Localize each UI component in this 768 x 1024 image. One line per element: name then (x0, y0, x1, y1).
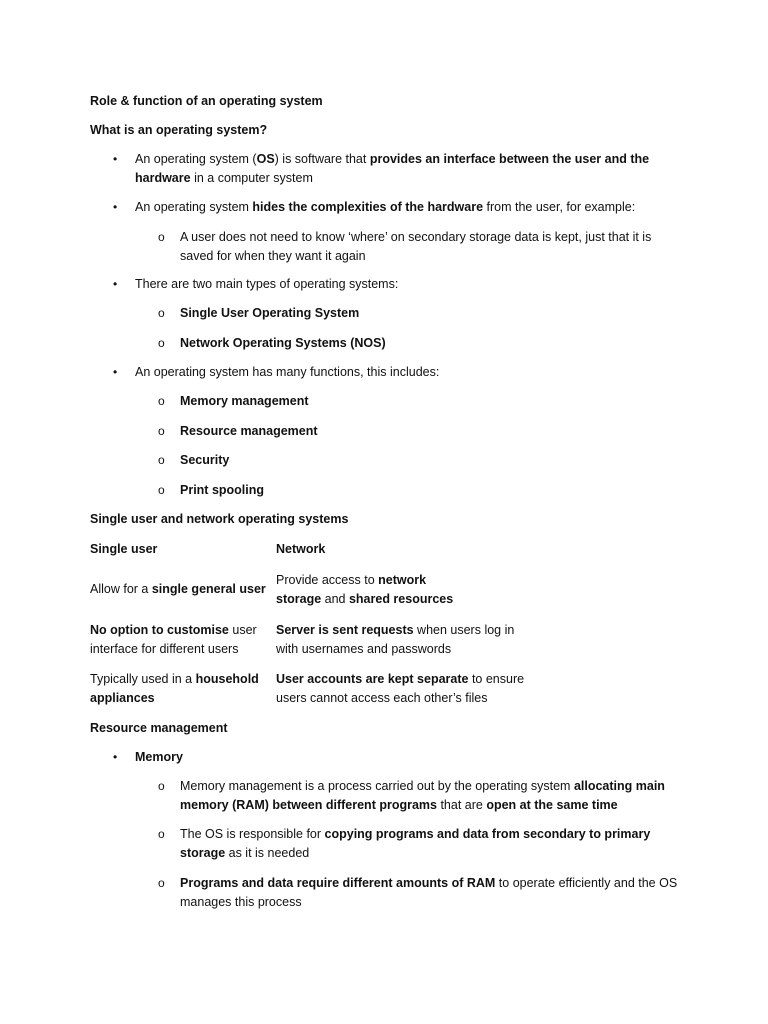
bullet-many-functions: An operating system has many functions, this includes: (135, 365, 440, 379)
sub-bullet-single-user-os: Single User Operating System (180, 306, 360, 320)
sub-bullet-print-spooling: Print spooling (180, 483, 265, 497)
bullet-marker: • (113, 200, 118, 214)
table-header-single-user: Single user (90, 542, 158, 556)
heading-single-vs-network: Single user and network operating systems (90, 512, 349, 526)
table-cell-single-general-user: Allow for a single general user (90, 582, 266, 596)
table-cell-no-customise: No option to customise user interface for different users (90, 623, 257, 656)
sub-bullet-marker: o (158, 779, 165, 793)
sub-bullet-security: Security (180, 453, 230, 467)
bullet-memory: Memory (135, 750, 183, 764)
doc-title: Role & function of an operating system (90, 94, 323, 108)
sub-bullet-marker: o (158, 827, 165, 841)
bullet-two-types: There are two main types of operating systems: (135, 277, 399, 291)
sub-bullet-marker: o (158, 394, 165, 408)
table-header-network: Network (276, 542, 326, 556)
bullet-marker: • (113, 750, 118, 764)
bullet-os-definition-line1: An operating system (OS) is software that provides an interface between the user and the (135, 152, 650, 166)
sub-bullet-marker: o (158, 424, 165, 438)
sub-bullet-storage-example: A user does not need to know ‘where’ on secondary storage data is kept, just that it is saved for when they want it again (180, 230, 652, 263)
bullet-marker: • (113, 277, 118, 291)
sub-bullet-marker: o (158, 336, 165, 350)
sub-bullet-marker: o (158, 876, 165, 890)
bullet-hides-complexities: An operating system hides the complexities of the hardware from the user, for example: (135, 200, 636, 214)
bullet-marker: • (113, 152, 118, 166)
sub-bullet-memory-allocation: Memory management is a process carried out by the operating system allocating main memory (RAM) between different programs that are open at the same time (180, 779, 665, 812)
table-cell-household: Typically used in a household appliances (90, 672, 259, 705)
sub-bullet-marker: o (158, 306, 165, 320)
sub-bullet-memory-management: Memory management (180, 394, 309, 408)
sub-bullet-resource-management: Resource management (180, 424, 318, 438)
sub-bullet-marker: o (158, 453, 165, 467)
table-cell-server-requests: Server is sent requests when users log in with usernames and passwords (276, 623, 515, 656)
bullet-marker: • (113, 365, 118, 379)
table-cell-network-access: Provide access to network storage and shared resources (276, 573, 454, 606)
sub-bullet-marker: o (158, 230, 165, 244)
heading-resource-management: Resource management (90, 721, 228, 735)
sub-bullet-nos: Network Operating Systems (NOS) (180, 336, 386, 350)
table-cell-accounts-separate: User accounts are kept separate to ensure users cannot access each other’s files (276, 672, 525, 705)
sub-bullet-copying-programs: The OS is responsible for copying programs and data from secondary to primary storage as it is needed (180, 827, 651, 860)
heading-what-is-os: What is an operating system? (90, 123, 268, 137)
sub-bullet-ram-amounts: Programs and data require different amounts of RAM to operate efficiently and the OS manages this process (180, 876, 678, 909)
bullet-os-definition-line2: hardware in a computer system (135, 171, 313, 185)
sub-bullet-marker: o (158, 483, 165, 497)
